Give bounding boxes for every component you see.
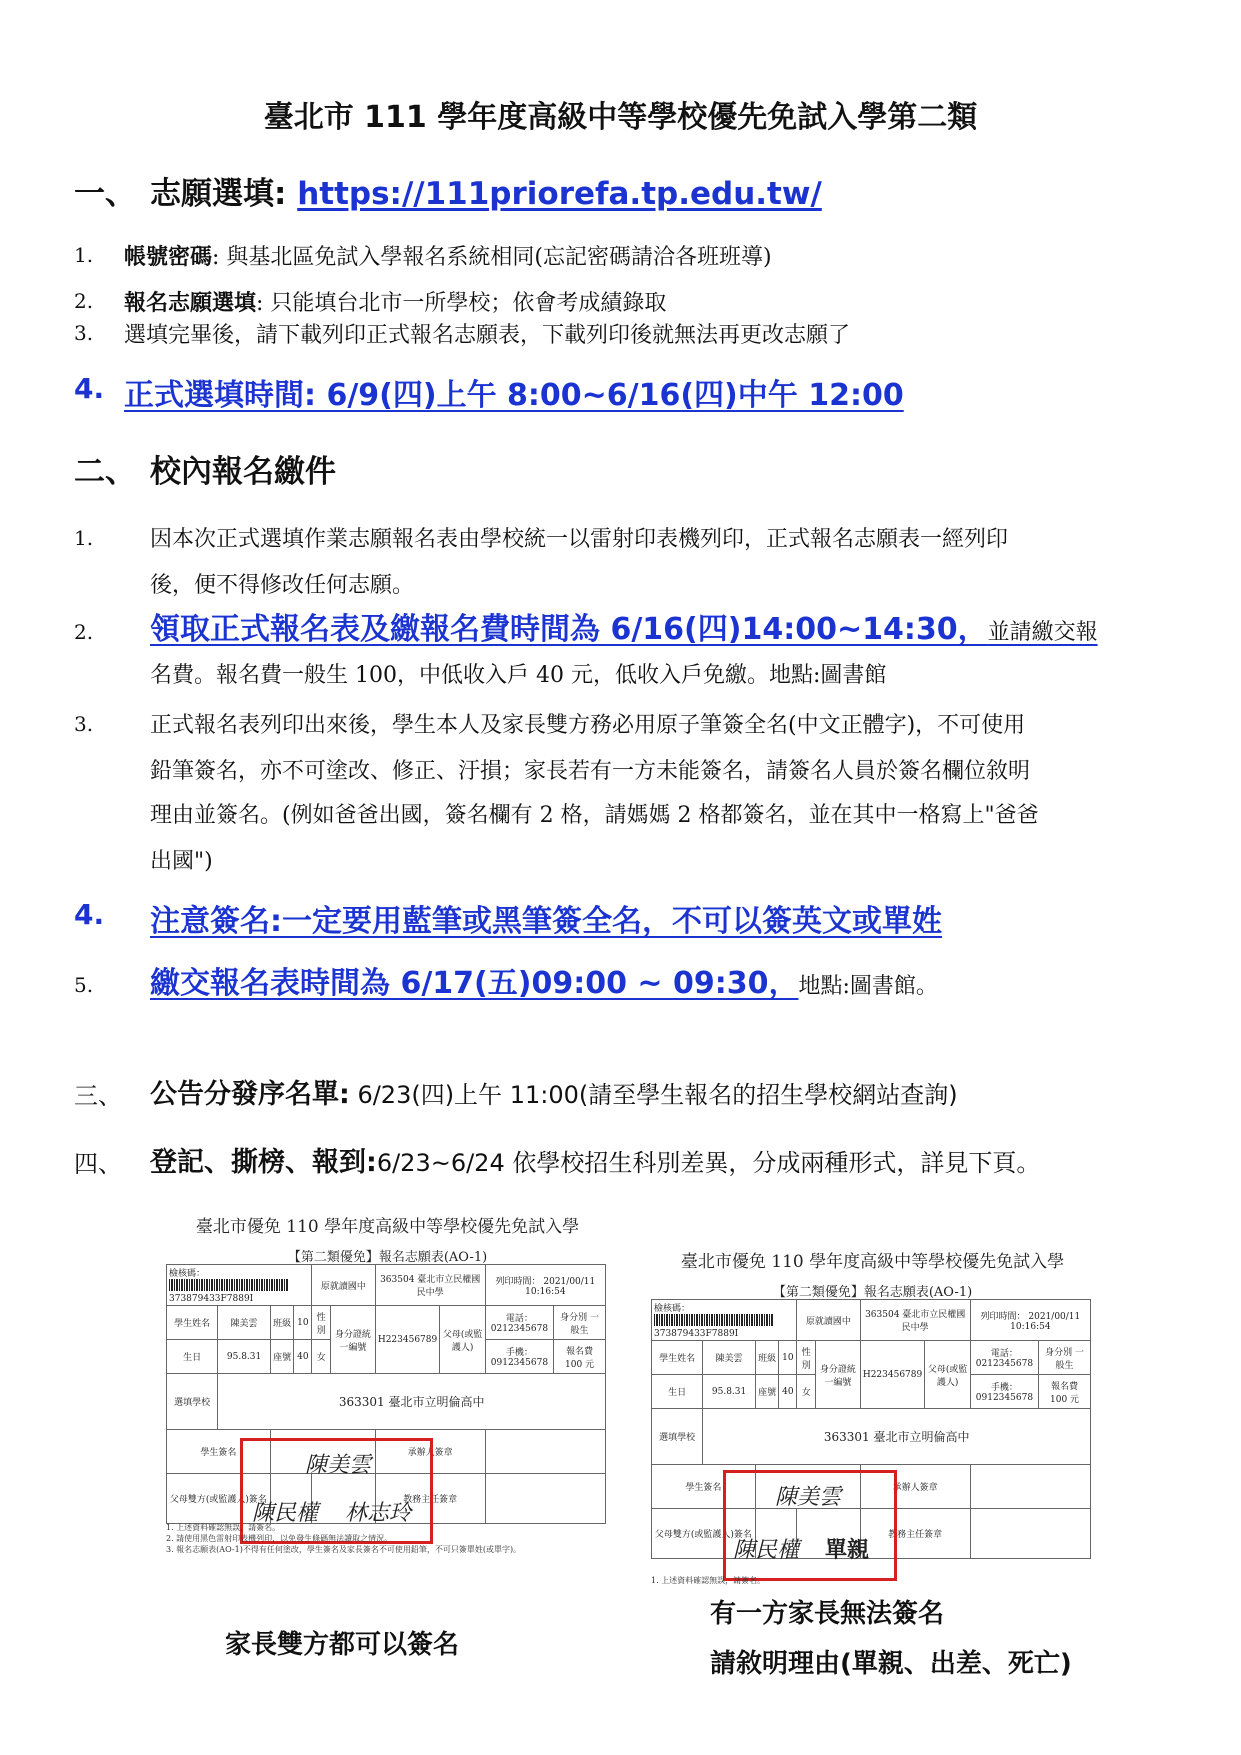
s2-item2-fee-time: 領取正式報名表及繳報名費時間為 6/16(四)14:00~14:30， (150, 612, 988, 647)
id-label: 身分證統一編號 (331, 1306, 375, 1374)
class-value: 10 (779, 1341, 797, 1375)
s1-item4-num: 4. (74, 372, 105, 405)
school-label: 原就讀國中 (797, 1300, 860, 1341)
s2-item3-line1: 正式報名表列印出來後，學生本人及家長雙方務必用原子筆簽全名(中文正體字)，不可使用 (150, 713, 1026, 738)
s2-item1-line2: 後，便不得修改任何志願。 (150, 573, 415, 598)
class-value: 10 (294, 1306, 312, 1340)
section-4-marker: 四、 (74, 1150, 122, 1178)
caption-right-line1: 有一方家長無法簽名 (710, 1599, 945, 1629)
form-note-1: 1. 上述資料確認無誤，請簽名。 (166, 1523, 281, 1532)
page-title: 臺北市 111 學年度高級中等學校優先免試入學第二類 (263, 100, 978, 135)
choice-value: 363301 臺北市立明倫高中 (218, 1374, 606, 1430)
s2-item3-line3: 理由並簽名。(例如爸爸出國，簽名欄有 2 格，請媽媽 2 格都簽名，並在其中一格寫上"爸爸 (150, 803, 1039, 828)
s1-item1-text: : 與基北區免試入學報名系統相同(忘記密碼請洽各班班導) (212, 245, 772, 270)
section-1-marker: 一、 (74, 176, 136, 212)
s1-item1 (124, 240, 772, 271)
s2-item3-line2: 鉛筆簽名，亦不可塗改、修正、汙損；家長若有一方未能簽名，請簽名人員於簽名欄位敘明 (150, 759, 1031, 784)
s1-item2 (124, 286, 666, 317)
identity-value: 一般生 (1055, 1347, 1084, 1371)
form-notes (166, 1522, 521, 1555)
fee (554, 1340, 606, 1374)
form-title: 臺北市優免 110 學年度高級中等學校優先免試入學 (680, 1252, 1065, 1272)
id-value: H223456789 (375, 1306, 440, 1374)
parent-label: 父母(或監護人) (440, 1306, 485, 1374)
s2-item1-num: 1. (74, 526, 94, 550)
barcode-text: 373879433F7889I (169, 1294, 254, 1304)
birth-label: 生日 (652, 1375, 703, 1409)
student-name-label: 學生姓名 (652, 1341, 703, 1375)
s1-item4-registration-time: 正式選填時間: 6/9(四)上午 8:00~6/16(四)中午 12:00 (124, 378, 904, 413)
identity-label: 身分別 (1045, 1347, 1073, 1358)
identity (1039, 1341, 1091, 1375)
phone (485, 1306, 553, 1340)
s2-item5-num: 5. (74, 973, 94, 997)
mobile-label: 手機： (990, 1383, 1018, 1393)
student-name: 陳美雲 (703, 1341, 756, 1375)
choice-label: 選填學校 (652, 1409, 703, 1465)
student-name-label: 學生姓名 (167, 1306, 218, 1340)
section-1-label: 志願選填: (150, 176, 287, 212)
fee (1039, 1375, 1091, 1409)
s1-item3-text: 選填完畢後，請下載列印正式報名志願表，下載列印後就無法再更改志願了 (124, 323, 851, 348)
section-4-label: 登記、撕榜、報到: (150, 1147, 377, 1178)
s2-item3-num: 3. (74, 712, 94, 736)
s1-item2-text: : 只能填台北市一所學校；依會考成績錄取 (256, 291, 667, 316)
mobile-label: 手機： (505, 1348, 533, 1358)
fee-label: 報名費 (1051, 1381, 1079, 1392)
birth-label: 生日 (167, 1340, 218, 1374)
sample-form-right (645, 1245, 1100, 1590)
school-label: 原就讀國中 (312, 1265, 375, 1306)
parent-signature-2: 單親 (825, 1537, 870, 1563)
s1-item2-num: 2. (74, 289, 94, 313)
phone-value: 0212345678 (975, 1359, 1034, 1369)
s2-item5-submit-time: 繳交報名表時間為 6/17(五)09:00 ~ 09:30， (150, 966, 799, 1001)
student-sign-label: 學生簽名 (167, 1430, 271, 1474)
seat-value: 40 (294, 1340, 312, 1374)
section-2-label: 校內報名繳件 (150, 454, 336, 490)
s1-item2-bold: 報名志願選填 (124, 290, 257, 316)
s2-item3-line4: 出國") (150, 849, 213, 874)
form-title: 臺北市優免 110 學年度高級中等學校優先免試入學 (195, 1217, 580, 1237)
class-label: 班級 (755, 1341, 779, 1375)
school-value: 363504 臺北市立民權國民中學 (375, 1265, 485, 1306)
student-signature: 陳美雲 (305, 1453, 372, 1478)
s2-item2-tail: 並請繳交報 (987, 620, 1098, 645)
form-notes (651, 1575, 765, 1586)
s2-item1-line1: 因本次正式選填作業志願報名表由學校統一以雷射印表機列印，正式報名志願表一經列印 (150, 527, 1009, 552)
form-note-3: 3. 報名志願表(AO-1)不得有任何塗改，學生簽名及家長簽名不可使用鉛筆，不可只簽單姓(或單字)。 (166, 1545, 522, 1554)
check-code-label: 檢核碼： (169, 1269, 206, 1279)
section-3-marker: 三、 (74, 1082, 122, 1110)
caption-right-line2: 請敘明理由(單親、出差、死亡) (710, 1649, 1072, 1679)
print-time: 列印時間： 2021/00/11 10:16:54 (485, 1265, 605, 1306)
clerk-sign-label: 承辦人簽章 (860, 1465, 970, 1509)
id-value: H223456789 (860, 1341, 925, 1409)
s1-item1-bold: 帳號密碼 (124, 244, 213, 270)
parent-signature-1: 陳民權 (252, 1501, 319, 1526)
parent-sign-label: 父母雙方(或監護人)簽名 (167, 1474, 271, 1524)
director-sign-label: 教務主任簽章 (375, 1474, 485, 1524)
seat-label: 座號 (755, 1375, 779, 1409)
s2-item2-line1 (150, 604, 1098, 648)
form-note-1: 1. 上述資料確認無誤，請簽名。 (651, 1576, 766, 1585)
identity-label: 身分別 (560, 1312, 588, 1323)
birth-value: 95.8.31 (218, 1340, 271, 1374)
phone-label: 電話： (990, 1349, 1018, 1359)
sample-form-left (160, 1210, 615, 1555)
barcode-text: 373879433F7889I (654, 1329, 739, 1339)
s1-item1-num: 1. (74, 243, 94, 267)
phone (970, 1341, 1038, 1375)
section-3-line (150, 1072, 958, 1111)
s2-item5-line (150, 958, 938, 1002)
fee-label: 報名費 (566, 1346, 594, 1357)
parent-sign-label: 父母雙方(或監護人)簽名 (652, 1509, 756, 1559)
choice-label: 選填學校 (167, 1374, 218, 1430)
print-time: 列印時間： 2021/00/11 10:16:54 (970, 1300, 1090, 1341)
mobile (485, 1340, 553, 1374)
identity (554, 1306, 606, 1340)
registration-url-link[interactable]: https://111priorefa.tp.edu.tw/ (297, 176, 822, 212)
section-1-heading (150, 168, 822, 213)
section-2-marker: 二、 (74, 454, 136, 490)
s1-item3-num: 3. (74, 321, 94, 345)
parent-label: 父母(或監護人) (925, 1341, 970, 1409)
clerk-sign-label: 承辦人簽章 (375, 1430, 485, 1474)
barcode-icon (654, 1314, 774, 1326)
s2-item5-tail: 地點:圖書館。 (798, 974, 938, 999)
school-value: 363504 臺北市立民權國民中學 (860, 1300, 970, 1341)
barcode-icon (169, 1279, 289, 1291)
fee-value: 100 元 (565, 1359, 595, 1370)
section-4-text: 6/23~6/24 依學校招生科別差異，分成兩種形式，詳見下頁。 (376, 1149, 1041, 1177)
gender-label: 性別 (312, 1306, 331, 1340)
form-subtitle: 【第二類優免】報名志願表(AO-1) (772, 1285, 973, 1300)
parent-signature-1: 陳民權 (733, 1538, 800, 1563)
birth-value: 95.8.31 (703, 1375, 756, 1409)
identity-value: 一般生 (570, 1312, 599, 1336)
gender-value: 女 (312, 1340, 331, 1374)
seat-value: 40 (779, 1375, 797, 1409)
choice-value: 363301 臺北市立明倫高中 (703, 1409, 1091, 1465)
s2-item4-num: 4. (74, 898, 105, 931)
student-name: 陳美雲 (218, 1306, 271, 1340)
class-label: 班級 (270, 1306, 294, 1340)
section-3-label: 公告分發序名單: (150, 1079, 350, 1110)
director-sign-label: 教務主任簽章 (860, 1509, 970, 1559)
student-sign-label: 學生簽名 (652, 1465, 756, 1509)
student-signature: 陳美雲 (775, 1485, 842, 1510)
section-3-text: 6/23(四)上午 11:00(請至學生報名的招生學校網站查詢) (349, 1081, 958, 1109)
caption-left: 家長雙方都可以簽名 (225, 1630, 460, 1660)
s2-item2-line2: 名費。報名費一般生 100，中低收入戶 40 元，低收入戶免繳。地點:圖書館 (150, 663, 887, 688)
s2-item2-num: 2. (74, 620, 94, 644)
seat-label: 座號 (270, 1340, 294, 1374)
mobile-value: 0912345678 (490, 1358, 549, 1368)
form-note-2: 2. 請使用黑色雷射印表機列印，以免發生條碼無法讀取之情況。 (166, 1534, 393, 1543)
parent-signature-2: 林志玲 (345, 1501, 412, 1526)
section-4-line (150, 1140, 1040, 1179)
gender-label: 性別 (797, 1341, 816, 1375)
mobile-value: 0912345678 (975, 1393, 1034, 1403)
fee-value: 100 元 (1050, 1394, 1080, 1405)
phone-label: 電話： (505, 1314, 533, 1324)
id-label: 身分證統一編號 (816, 1341, 860, 1409)
mobile (970, 1375, 1038, 1409)
phone-value: 0212345678 (490, 1324, 549, 1334)
form-subtitle: 【第二類優免】報名志願表(AO-1) (287, 1250, 488, 1265)
gender-value: 女 (797, 1375, 816, 1409)
s2-item4-signature-note: 注意簽名:一定要用藍筆或黑筆簽全名，不可以簽英文或單姓 (150, 904, 942, 939)
check-code-label: 檢核碼： (654, 1304, 691, 1314)
